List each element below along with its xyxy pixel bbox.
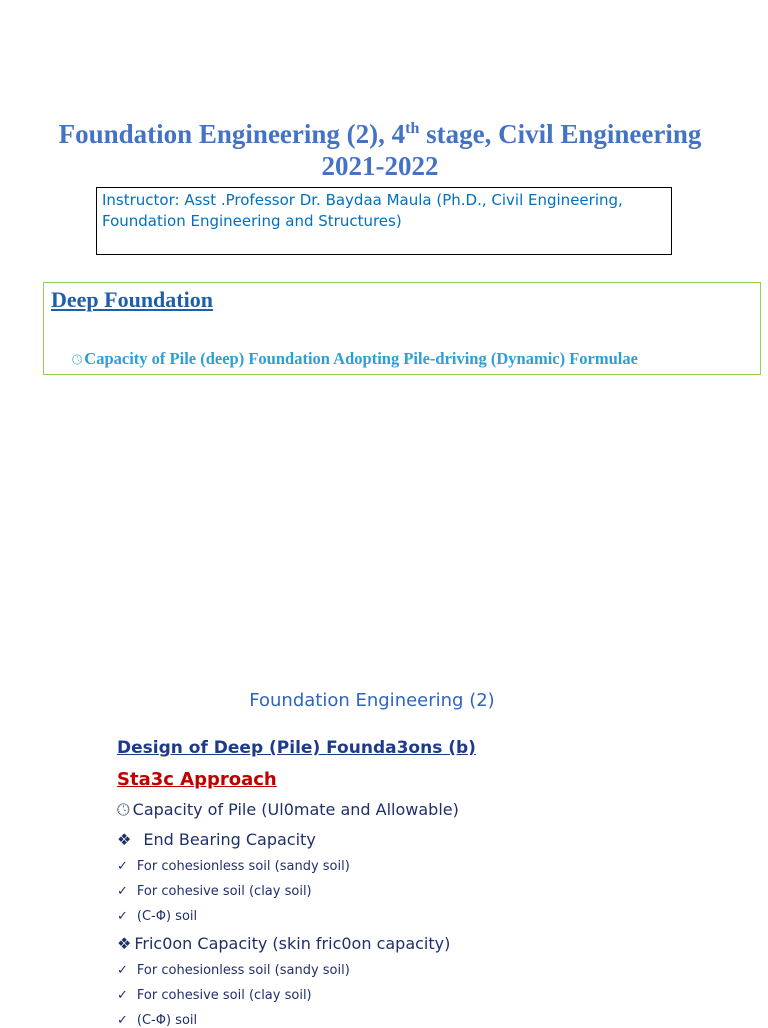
end-bearing-subitem [117,884,312,899]
friction-subitem [117,1013,197,1028]
friction-subitem-text: (C-Φ) soil [136,1013,198,1028]
section-subtitle [72,349,638,369]
check-icon: ✓ [117,1013,128,1028]
check-icon: ✓ [117,963,128,978]
slide-course-name: Foundation Engineering (2) [249,690,495,711]
design-title: Design of Deep (Pile) Founda3ons (b) [117,738,476,758]
end-bearing-subitem [117,859,350,874]
friction-subitem [117,988,312,1003]
end-bearing-subitem-text: (C-Φ) soil [136,909,198,924]
instructor-box: Instructor: Asst .Professor Dr. Baydaa Maula (Ph.D., Civil Engineering, Foundation Engineering and Structures) [96,187,672,255]
end-bearing-subitem-text: For cohesive soil (clay soil) [136,884,312,899]
end-bearing-subitem-text: For cohesionless soil (sandy soil) [136,859,350,874]
title-text-a: Foundation Engineering (2), 4 [58,119,406,149]
clock-icon: 🕓︎ [72,352,83,367]
static-approach-title: Sta3c Approach [117,769,277,790]
friction-subitem [117,963,350,978]
title-line-2: 2021-2022 [321,151,439,181]
capacity-item [117,800,459,820]
friction-item [117,934,450,953]
section-box [43,282,761,375]
section-heading: Deep Foundation [51,287,213,312]
title-line-1 [20,118,740,150]
friction-subitem-text: For cohesive soil (clay soil) [136,988,312,1003]
section-subtitle-text: Capacity of Pile (deep) Foundation Adopting Pile-driving (Dynamic) Formulae [84,349,638,368]
check-icon: ✓ [117,909,128,924]
title-superscript: th [405,120,420,137]
clock-icon: 🕓︎ [117,800,130,819]
check-icon: ✓ [117,884,128,899]
friction-subitem-text: For cohesionless soil (sandy soil) [136,963,350,978]
check-icon: ✓ [117,988,128,1003]
document-title [20,118,740,182]
end-bearing-text: End Bearing Capacity [143,830,316,849]
check-icon: ✓ [117,859,128,874]
end-bearing-subitem [117,909,197,924]
title-text-b: stage, Civil Engineering [419,119,702,149]
friction-text: Fric0on Capacity (skin fric0on capacity) [134,934,451,953]
diamond-bullet-icon: ❖ [117,830,132,849]
capacity-item-text: Capacity of Pile (Ul0mate and Allowable) [132,800,459,819]
end-bearing-item [117,830,316,849]
diamond-bullet-icon: ❖ [117,934,132,953]
